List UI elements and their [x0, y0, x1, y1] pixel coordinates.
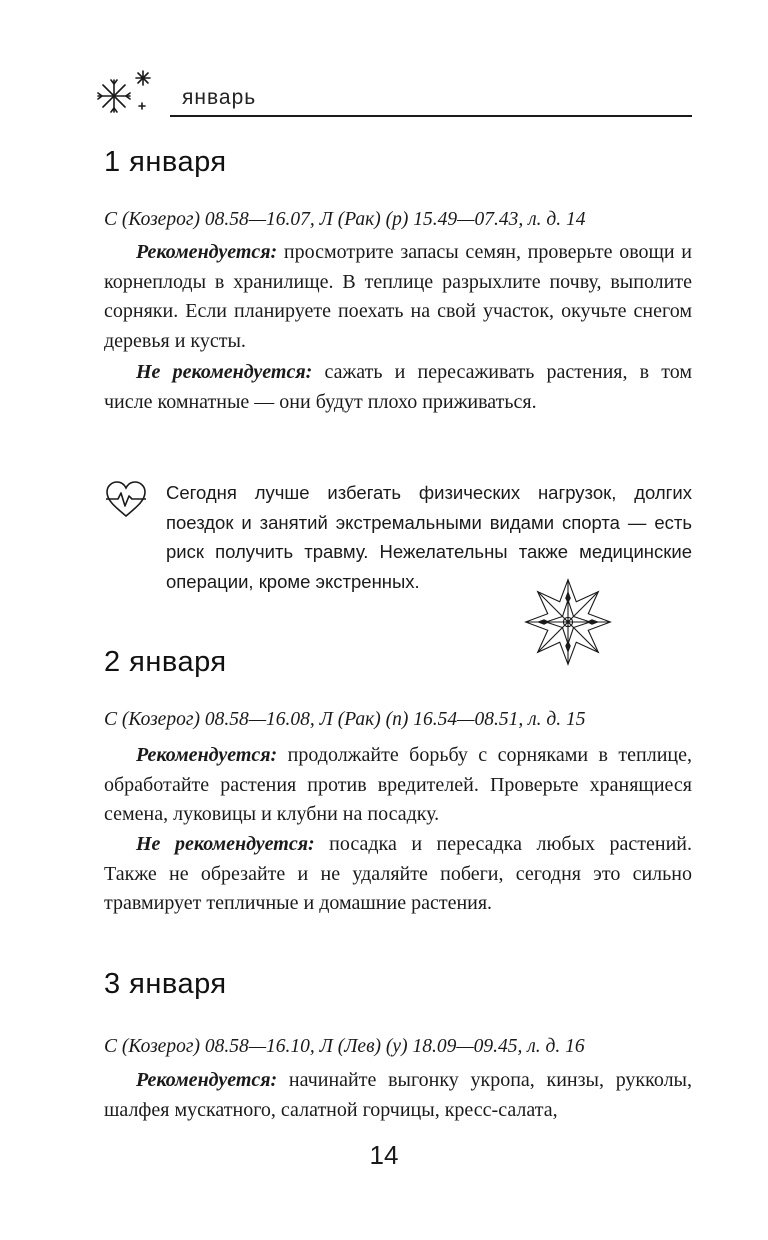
- recommendation-paragraph: [104, 1066, 692, 1125]
- recommendation-text: начинайте выгонку укропа, кинзы, рукколы, шалфея мускатного, салатной горчицы, кресс-салата,: [104, 1069, 692, 1121]
- not-recommended-label: Не рекомендуется:: [136, 361, 313, 383]
- snowflake-icon: [90, 68, 162, 118]
- recommendation-label: Рекомендуется:: [136, 744, 278, 766]
- health-note-text: Сегодня лучше избегать физических нагрузок, долгих поездок и занятий экстремальными видами спорта — есть риск получить травму. Нежелательны также медицинские операции, кроме экстренных.: [166, 482, 692, 592]
- page-number: 14: [369, 1140, 399, 1170]
- recommendation-paragraph: [104, 238, 692, 356]
- not-recommended-text: сажать и пересаживать растения, в том числе комнатные — они будут плохо приживаться.: [104, 361, 692, 413]
- recommendation-text: просмотрите запасы семян, проверьте овощи и корнеплоды в хранилище. В теплице разрыхлите почву, выполите сорняки. Если планируете поехать на свой участок, окучьте снегом деревья и кусты.: [104, 241, 692, 352]
- day-title: 3 января: [104, 968, 227, 1000]
- not-recommended-paragraph: [104, 358, 692, 417]
- recommendation-label: Рекомендуется:: [136, 1069, 278, 1091]
- not-recommended-label: Не рекомендуется:: [136, 833, 315, 855]
- day-title: 1 января: [104, 146, 227, 178]
- astro-data: С (Козерог) 08.58—16.07, Л (Рак) (р) 15.49—07.43, л. д. 14: [104, 209, 586, 230]
- not-recommended-paragraph: [104, 830, 692, 919]
- header-rule: [170, 115, 692, 117]
- recommendation-paragraph: [104, 741, 692, 830]
- astro-data: С (Козерог) 08.58—16.10, Л (Лев) (у) 18.09—09.45, л. д. 16: [104, 1036, 585, 1057]
- heart-pulse-icon: [104, 480, 148, 520]
- astro-data: С (Козерог) 08.58—16.08, Л (Рак) (п) 16.54—08.51, л. д. 15: [104, 709, 586, 730]
- running-header: [90, 68, 692, 118]
- recommendation-text: продолжайте борьбу с сорняками в теплице, обработайте растения против вредителей. Проверьте хранящиеся семена, луковицы и клубни на посадку.: [104, 744, 692, 825]
- day-title: 2 января: [104, 646, 227, 678]
- section-title: январь: [182, 86, 257, 109]
- not-recommended-text: посадка и пересадка любых растений. Также не обрезайте и не удаляйте побеги, сегодня это сильно травмирует тепличные и домашние растения.: [104, 833, 692, 914]
- recommendation-label: Рекомендуется:: [136, 241, 278, 263]
- star-ornament-icon: [522, 572, 614, 672]
